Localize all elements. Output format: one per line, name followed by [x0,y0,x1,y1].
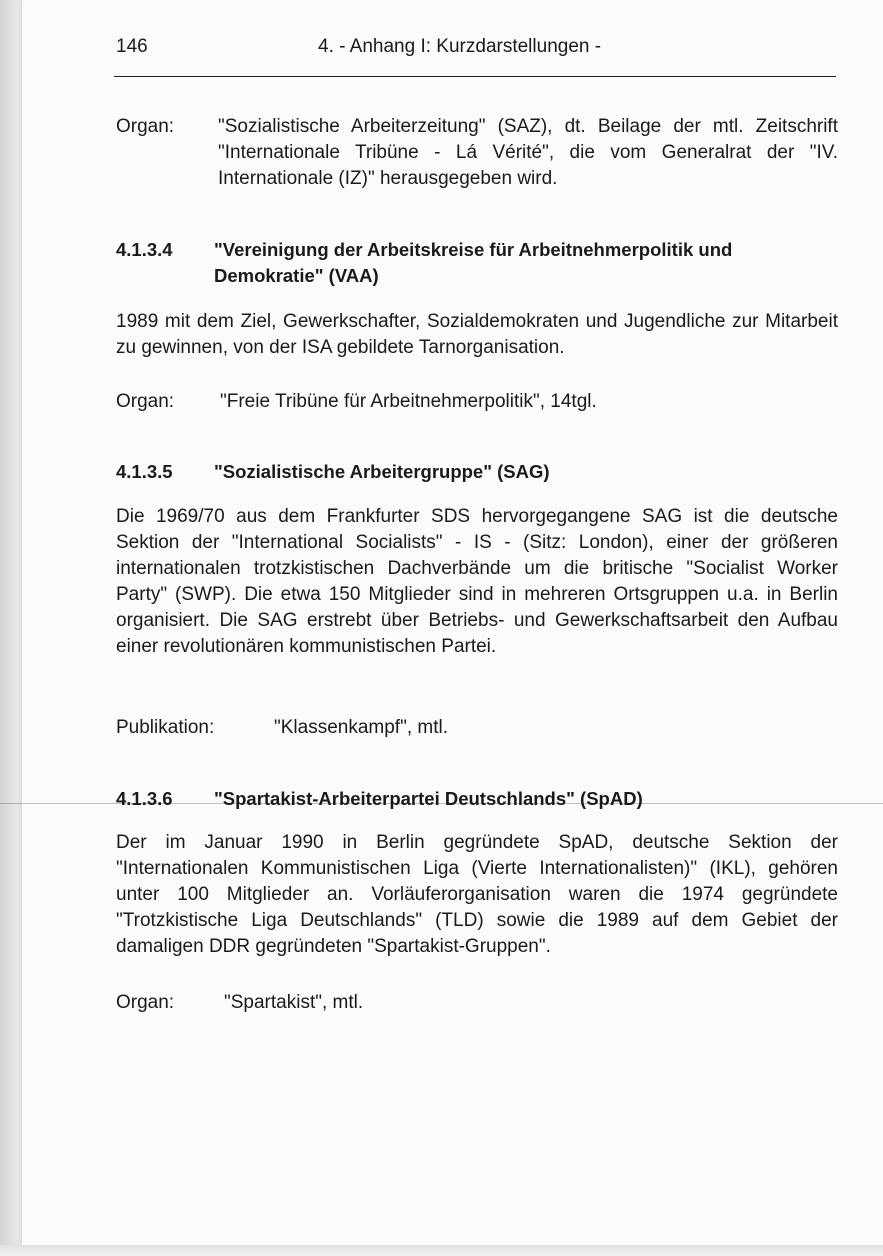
section-body-vaa: 1989 mit dem Ziel, Gewerkschafter, Sozialdemokraten und Jugendliche zur Mitarbeit zu gewinnen, von der ISA gebildete Tarnorganisation. [116,311,838,358]
section-title: "Sozialistische Arbeitergruppe" (SAG) [214,461,550,482]
section-title: "Spartakist-Arbeiterpartei Deutschlands" (SpAD) [214,788,643,809]
section-number: 4.1.3.4 [116,239,173,260]
publication-value: "Spartakist", mtl. [224,992,364,1013]
page-edge-shadow [0,0,22,1256]
publication-label: Organ: [116,391,175,412]
publication-value: "Freie Tribüne für Arbeitnehmerpolitik", 14tgl. [220,391,597,412]
running-title: 4. - Anhang I: Kurzdarstellungen - [318,36,602,57]
section-title: "Vereinigung der Arbeitskreise für Arbeitnehmerpolitik und Demokratie" (VAA) [214,239,733,286]
section-body-sag: Die 1969/70 aus dem Frankfurter SDS hervorgegangene SAG ist die deutsche Sektion der "International Socialists" - IS - (Sitz: London), einer der größeren internationalen trotzkistischen Dachverbände um die britische "Socialist Worker Party" (SWP). Die etwa 150 Mitglieder sind in mehreren Ortsgruppen u.a. in Berlin organisiert. Die SAG erstrebt über Betriebs- und Gewerkschaftsarbeit den Aufbau einer revolutionären kommunistischen Partei. [116,506,838,657]
organ-saz-text: "Sozialistische Arbeiterzeitung" (SAZ), dt. Beilage der mtl. Zeitschrift "Internationale Tribüne - Lá Vérité", die vom Generalrat der "IV. Internationale (IZ)" herausgegeben wird. [218,116,838,189]
page-bottom-shadow [0,1245,883,1256]
section-number: 4.1.3.6 [116,788,173,809]
section-body-spad: Der im Januar 1990 in Berlin gegründete SpAD, deutsche Sektion der "Internationalen Kommunistischen Liga (Vierte Internationalisten)" (IKL), gehören unter 100 Mitglieder an. Vorläuferorganisation waren die 1974 gegründete "Trotzkistische Liga Deutschlands" (TLD) sowie die 1989 auf dem Gebiet der damaligen DDR gegründeten "Spartakist-Gruppen". [116,832,838,957]
publication-label: Organ: [116,992,175,1013]
publication-label: Publikation: [116,717,215,738]
organ-label: Organ: [116,116,175,137]
header-rule [114,76,836,77]
page-number: 146 [116,36,148,57]
section-number: 4.1.3.5 [116,461,173,482]
publication-value: "Klassenkampf", mtl. [274,717,448,738]
page-header [116,36,836,60]
